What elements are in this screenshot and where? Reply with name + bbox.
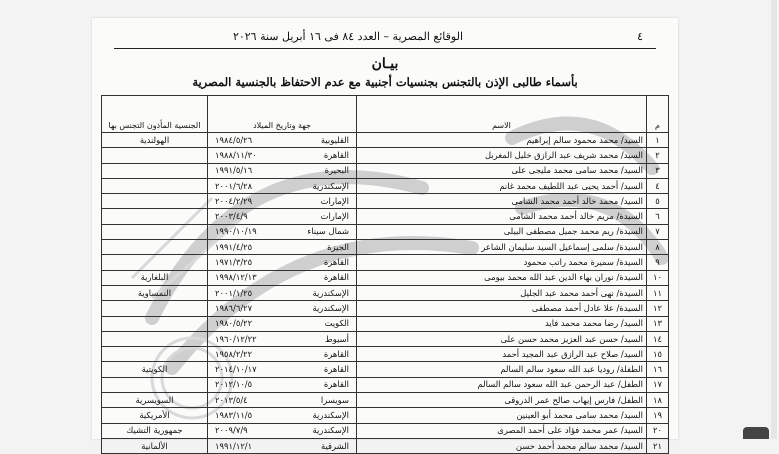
nationality-cell: النمساوية xyxy=(102,285,208,300)
applicant-name: نوران بهاء الدين عبد الله محمد بيومى xyxy=(484,272,614,283)
row-number: ١١ xyxy=(647,285,669,300)
applicant-name-cell xyxy=(357,270,647,285)
applicant-name: محمد سامى محمد أبو العينين xyxy=(516,409,619,420)
applicant-name-cell xyxy=(357,423,647,438)
birth-date: ٢٠٠٣/٤/٩ xyxy=(215,211,248,222)
applicant-name-cell xyxy=(357,224,647,239)
birth-date: ٢٠١٤/١٠/١٧ xyxy=(215,364,257,375)
row-number: ١٧ xyxy=(647,377,669,392)
applicant-name: سميرة محمد راتب محمود xyxy=(523,257,614,268)
birth-cell xyxy=(208,347,357,362)
running-header xyxy=(92,30,678,46)
honorific: الطفل/ xyxy=(617,379,643,390)
applicant-name: فارس إيهاب صالح عمر الدروقى xyxy=(504,394,616,405)
honorific: السيدة/ xyxy=(616,257,643,268)
table-row xyxy=(102,240,669,255)
honorific: السيدة/ xyxy=(616,241,643,252)
birth-cell xyxy=(208,163,357,178)
column-header-nationality: الجنسية المأذون التجنس بها xyxy=(102,96,208,133)
honorific: السيدة/ xyxy=(616,226,643,237)
table-row xyxy=(102,148,669,163)
honorific: السيدة/ xyxy=(616,272,643,283)
applicant-name: مريم خالد أحمد محمد الشامى xyxy=(509,211,614,222)
applicant-name-cell xyxy=(357,438,647,453)
birth-place: الإمارات xyxy=(320,195,349,206)
nationality-cell xyxy=(102,148,208,163)
applicant-name-cell xyxy=(357,209,647,224)
applicant-name-cell xyxy=(357,240,647,255)
applicant-name-cell xyxy=(357,362,647,377)
gazette-page xyxy=(92,18,678,451)
row-number: ١٢ xyxy=(647,301,669,316)
honorific: السيد/ xyxy=(620,134,643,145)
birth-place: الإمارات xyxy=(320,211,349,222)
row-number: ١٤ xyxy=(647,331,669,346)
honorific: السيد/ xyxy=(620,180,643,191)
applicant-name-cell xyxy=(357,255,647,270)
applicants-table xyxy=(101,95,669,454)
birth-date: ٢٠٠١/٦/٢٨ xyxy=(215,180,253,191)
birth-cell xyxy=(208,438,357,453)
row-number: ١٣ xyxy=(647,316,669,331)
applicant-name-cell xyxy=(357,347,647,362)
column-header-birth: جهة وتاريخ الميلاد xyxy=(208,96,357,133)
applicant-name: سلمى إسماعيل السيد سليمان الشاعر xyxy=(481,241,614,252)
nationality-cell xyxy=(102,377,208,392)
birth-cell xyxy=(208,255,357,270)
row-number: ٩ xyxy=(647,255,669,270)
nationality-cell xyxy=(102,178,208,193)
applicant-name-cell xyxy=(357,316,647,331)
applicant-name-cell xyxy=(357,163,647,178)
row-number: ١٠ xyxy=(647,270,669,285)
applicant-name: عمر محمد فؤاد على أحمد المصرى xyxy=(497,425,619,436)
birth-place: أسيوط xyxy=(325,333,349,344)
birth-date: ١٩٩٠/١٠/١٩ xyxy=(215,226,257,237)
table-row xyxy=(102,270,669,285)
applicant-name-cell xyxy=(357,377,647,392)
birth-cell xyxy=(208,209,357,224)
table-row xyxy=(102,331,669,346)
nationality-cell xyxy=(102,301,208,316)
birth-place: الجيزة xyxy=(327,241,349,252)
column-header-name: الاسم xyxy=(357,96,647,133)
row-number: ١ xyxy=(647,133,669,148)
birth-place: الإسكندرية xyxy=(312,409,349,420)
table-row xyxy=(102,224,669,239)
row-number: ٦ xyxy=(647,209,669,224)
row-number: ٨ xyxy=(647,240,669,255)
birth-place: الإسكندرية xyxy=(312,425,349,436)
applicant-name-cell xyxy=(357,331,647,346)
nationality-cell xyxy=(102,240,208,255)
birth-date: ٢٠٠٤/٢/٢٩ xyxy=(215,195,253,206)
birth-place: الإسكندرية xyxy=(312,287,349,298)
applicant-name: حسن عبد العزيز محمد حسن على xyxy=(500,333,619,344)
table-row xyxy=(102,438,669,453)
applicant-name: محمد شريف عبد الرازق خليل المغربل xyxy=(484,149,619,160)
scrollbar[interactable] xyxy=(771,0,777,439)
applicant-name: محمد سامى محمد مليجى على xyxy=(511,165,619,176)
applicant-name: عبد الرحمن عبد الله سعود سالم السالم xyxy=(477,379,616,390)
table-row xyxy=(102,301,669,316)
table-header-row xyxy=(102,96,669,133)
document-title: بيـان xyxy=(371,56,399,72)
birth-place: القليوبية xyxy=(320,134,349,145)
honorific: السيدة/ xyxy=(616,211,643,222)
table-row xyxy=(102,163,669,178)
applicant-name-cell xyxy=(357,301,647,316)
table-row xyxy=(102,255,669,270)
birth-place: الشرقية xyxy=(321,440,349,451)
nationality-cell xyxy=(102,194,208,209)
nationality-cell xyxy=(102,331,208,346)
column-header-number: م xyxy=(647,96,669,133)
birth-cell xyxy=(208,301,357,316)
row-number: ٥ xyxy=(647,194,669,209)
table-row xyxy=(102,377,669,392)
table-row xyxy=(102,133,669,148)
honorific: السيد/ xyxy=(620,165,643,176)
row-number: ٢ xyxy=(647,148,669,163)
nationality-cell: البلغارية xyxy=(102,270,208,285)
birth-date: ٢٠١٣/٥/٤ xyxy=(215,394,248,405)
applicant-name: نهى أحمد محمد عبد الجليل xyxy=(520,287,614,298)
birth-date: ٢٠١٢/١٠/٥ xyxy=(215,379,253,390)
birth-place: الإسكندرية xyxy=(312,302,349,313)
birth-cell xyxy=(208,270,357,285)
birth-cell xyxy=(208,423,357,438)
nationality-cell xyxy=(102,163,208,178)
applicant-name: محمد سالم محمد أحمد حسن xyxy=(515,440,619,451)
table-row xyxy=(102,209,669,224)
nationality-cell xyxy=(102,209,208,224)
birth-date: ٢٠٠١/١/٢٥ xyxy=(215,287,253,298)
birth-date: ١٩٥٨/٢/٢٢ xyxy=(215,348,253,359)
birth-place: القاهرة xyxy=(323,379,349,390)
birth-place: القاهرة xyxy=(323,257,349,268)
row-number: ٣ xyxy=(647,163,669,178)
honorific: السيدة/ xyxy=(616,302,643,313)
honorific: السيد/ xyxy=(620,149,643,160)
row-number: ٤ xyxy=(647,178,669,193)
honorific: السيد/ xyxy=(620,348,643,359)
applicant-name: محمد محمود سالم إبراهيم xyxy=(526,134,619,145)
birth-date: ١٩٨٣/١١/٥ xyxy=(215,409,253,420)
table-row xyxy=(102,408,669,423)
table-body xyxy=(102,133,669,454)
table-row xyxy=(102,423,669,438)
birth-cell xyxy=(208,377,357,392)
row-number: ١٥ xyxy=(647,347,669,362)
applicant-name-cell xyxy=(357,178,647,193)
birth-cell xyxy=(208,362,357,377)
birth-cell xyxy=(208,316,357,331)
nationality-cell xyxy=(102,224,208,239)
nationality-cell: الأمريكية xyxy=(102,408,208,423)
table-row xyxy=(102,347,669,362)
birth-date: ١٩٨٠/٥/٢٢ xyxy=(215,318,253,329)
applicant-name-cell xyxy=(357,133,647,148)
birth-place: الكويت xyxy=(324,318,349,329)
corner-button[interactable] xyxy=(743,427,769,439)
nationality-cell xyxy=(102,316,208,331)
applicant-name: علا عادل أحمد مصطفى xyxy=(531,302,614,313)
nationality-cell: الكويتية xyxy=(102,362,208,377)
birth-cell xyxy=(208,224,357,239)
birth-cell xyxy=(208,133,357,148)
table-row xyxy=(102,178,669,193)
nationality-cell: الألمانية xyxy=(102,438,208,453)
applicant-name: رضا محمد محمد فايد xyxy=(544,318,619,329)
honorific: السيد/ xyxy=(620,195,643,206)
birth-place: القاهرة xyxy=(323,348,349,359)
birth-date: ١٩٩٨/١٢/١٣ xyxy=(215,272,257,283)
row-number: ٧ xyxy=(647,224,669,239)
row-number: ١٨ xyxy=(647,393,669,408)
table-row xyxy=(102,285,669,300)
birth-cell xyxy=(208,331,357,346)
birth-date: ١٩٧١/٣/٢٥ xyxy=(215,257,253,268)
birth-cell xyxy=(208,194,357,209)
honorific: السيد/ xyxy=(620,333,643,344)
birth-cell xyxy=(208,148,357,163)
birth-cell xyxy=(208,393,357,408)
row-number: ٢٠ xyxy=(647,423,669,438)
table-row xyxy=(102,362,669,377)
birth-place: القاهرة xyxy=(323,364,349,375)
birth-date: ١٩٩١/٤/٢٥ xyxy=(215,241,253,252)
honorific: السيد/ xyxy=(620,318,643,329)
row-number: ١٦ xyxy=(647,362,669,377)
birth-date: ١٩٨٤/٥/٢٦ xyxy=(215,134,253,145)
row-number: ١٩ xyxy=(647,408,669,423)
applicant-name-cell xyxy=(357,148,647,163)
birth-place: القاهرة xyxy=(323,149,349,160)
birth-date: ١٩٨٨/١١/٣٠ xyxy=(215,149,257,160)
birth-place: سويسرا xyxy=(320,394,349,405)
honorific: السيد/ xyxy=(620,440,643,451)
table-row xyxy=(102,393,669,408)
document-subtitle: بأسماء طالبى الإذن بالتجنس بجنسيات أجنبية مع عدم الاحتفاظ بالجنسية المصرية xyxy=(192,75,578,89)
nationality-cell xyxy=(102,255,208,270)
birth-date: ١٩٩١/١٢/١ xyxy=(215,440,253,451)
honorific: السيدة/ xyxy=(616,287,643,298)
birth-cell xyxy=(208,408,357,423)
nationality-cell: جمهورية التشيك xyxy=(102,423,208,438)
birth-cell xyxy=(208,240,357,255)
honorific: السيد/ xyxy=(620,409,643,420)
birth-place: البحيرة xyxy=(324,165,349,176)
birth-place: شمال سيناء xyxy=(307,226,349,237)
table-row xyxy=(102,316,669,331)
gazette-issue-title: الوقائع المصرية – العدد ٨٤ فى ١٦ أبريل سنة ٢٠٢٦ xyxy=(232,30,463,43)
applicant-name: محمد خالد أحمد محمد الشامى xyxy=(511,195,619,206)
birth-date: ١٩٩١/٥/١٦ xyxy=(215,165,253,176)
birth-cell xyxy=(208,178,357,193)
honorific: السيد/ xyxy=(620,425,643,436)
header-rule xyxy=(114,48,656,49)
applicant-name: ريم محمد جميل مصطفى البيلى xyxy=(503,226,614,237)
applicant-name-cell xyxy=(357,194,647,209)
applicant-name: صلاح عبد الرازق عبد المجيد أحمد xyxy=(502,348,619,359)
birth-place: الإسكندرية xyxy=(312,180,349,191)
honorific: الطفلة/ xyxy=(616,364,643,375)
nationality-cell xyxy=(102,347,208,362)
honorific: الطفل/ xyxy=(617,394,643,405)
table-row xyxy=(102,194,669,209)
applicant-name-cell xyxy=(357,285,647,300)
applicant-name-cell xyxy=(357,408,647,423)
row-number: ٢١ xyxy=(647,438,669,453)
applicant-name: أحمد يحيى عبد اللطيف محمد غانم xyxy=(499,180,619,191)
applicant-name-cell xyxy=(357,393,647,408)
birth-place: القاهرة xyxy=(323,272,349,283)
page-number: ٤ xyxy=(637,30,643,43)
nationality-cell: السويسرية xyxy=(102,393,208,408)
nationality-cell: الهولندية xyxy=(102,133,208,148)
applicant-name: روديا عبد الله سعود سالم السالم xyxy=(500,364,615,375)
birth-date: ٢٠٠٩/٧/٩ xyxy=(215,425,248,436)
birth-cell xyxy=(208,285,357,300)
birth-date: ١٩٦٠/١٢/٢٢ xyxy=(215,333,257,344)
birth-date: ١٩٨٦/٦/٢٧ xyxy=(215,302,253,313)
